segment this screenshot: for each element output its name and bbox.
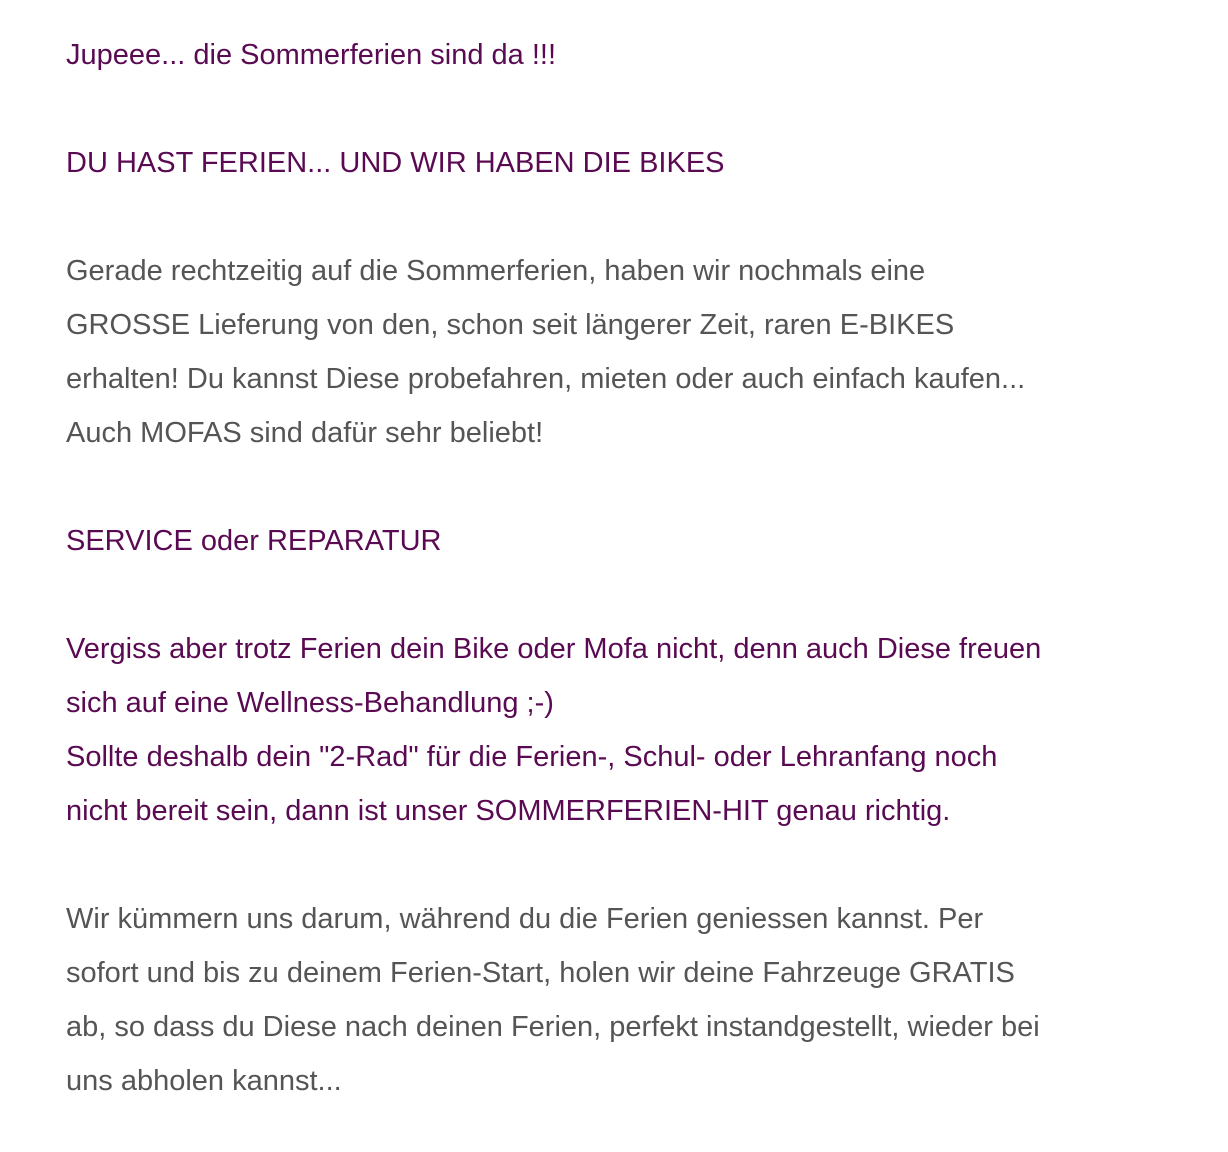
paragraph-line: ab, so dass du Diese nach deinen Ferien, perfekt instandgestellt, wieder bei xyxy=(66,1011,1040,1043)
paragraph-line: sich auf eine Wellness-Behandlung ;-) xyxy=(66,687,554,719)
paragraph-line: sofort und bis zu deinem Ferien-Start, holen wir deine Fahrzeuge GRATIS xyxy=(66,957,1015,989)
paragraph-line: Vergiss aber trotz Ferien dein Bike oder Mofa nicht, denn auch Diese freuen xyxy=(66,633,1042,665)
intro-line: Jupeee... die Sommerferien sind da !!! xyxy=(66,39,557,71)
paragraph-line: Wir kümmern uns darum, während du die Ferien geniessen kannst. Per xyxy=(66,903,984,935)
paragraph-line: Auch MOFAS sind dafür sehr beliebt! xyxy=(66,417,544,449)
spacer xyxy=(66,838,1176,892)
paragraph-service xyxy=(66,622,1176,838)
spacer xyxy=(66,460,1176,514)
paragraph-line: uns abholen kannst... xyxy=(66,1065,342,1097)
paragraph-line: Gerade rechtzeitig auf die Sommerferien, haben wir nochmals eine xyxy=(66,255,926,287)
paragraph-line: GROSSE Lieferung von den, schon seit längerer Zeit, raren E-BIKES xyxy=(66,309,955,341)
spacer xyxy=(66,190,1176,244)
email-body xyxy=(66,28,1176,1108)
spacer xyxy=(66,82,1176,136)
paragraph-line: Sollte deshalb dein "2-Rad" für die Ferien-, Schul- oder Lehranfang noch xyxy=(66,741,998,773)
spacer xyxy=(66,568,1176,622)
service-heading: SERVICE oder REPARATUR xyxy=(66,525,442,557)
headline: DU HAST FERIEN... UND WIR HABEN DIE BIKES xyxy=(66,147,725,179)
paragraph-pickup xyxy=(66,892,1176,1108)
paragraph-line: erhalten! Du kannst Diese probefahren, mieten oder auch einfach kaufen... xyxy=(66,363,1026,395)
paragraph-line: nicht bereit sein, dann ist unser SOMMERFERIEN-HIT genau richtig. xyxy=(66,795,951,827)
paragraph-new-bikes xyxy=(66,244,1176,460)
